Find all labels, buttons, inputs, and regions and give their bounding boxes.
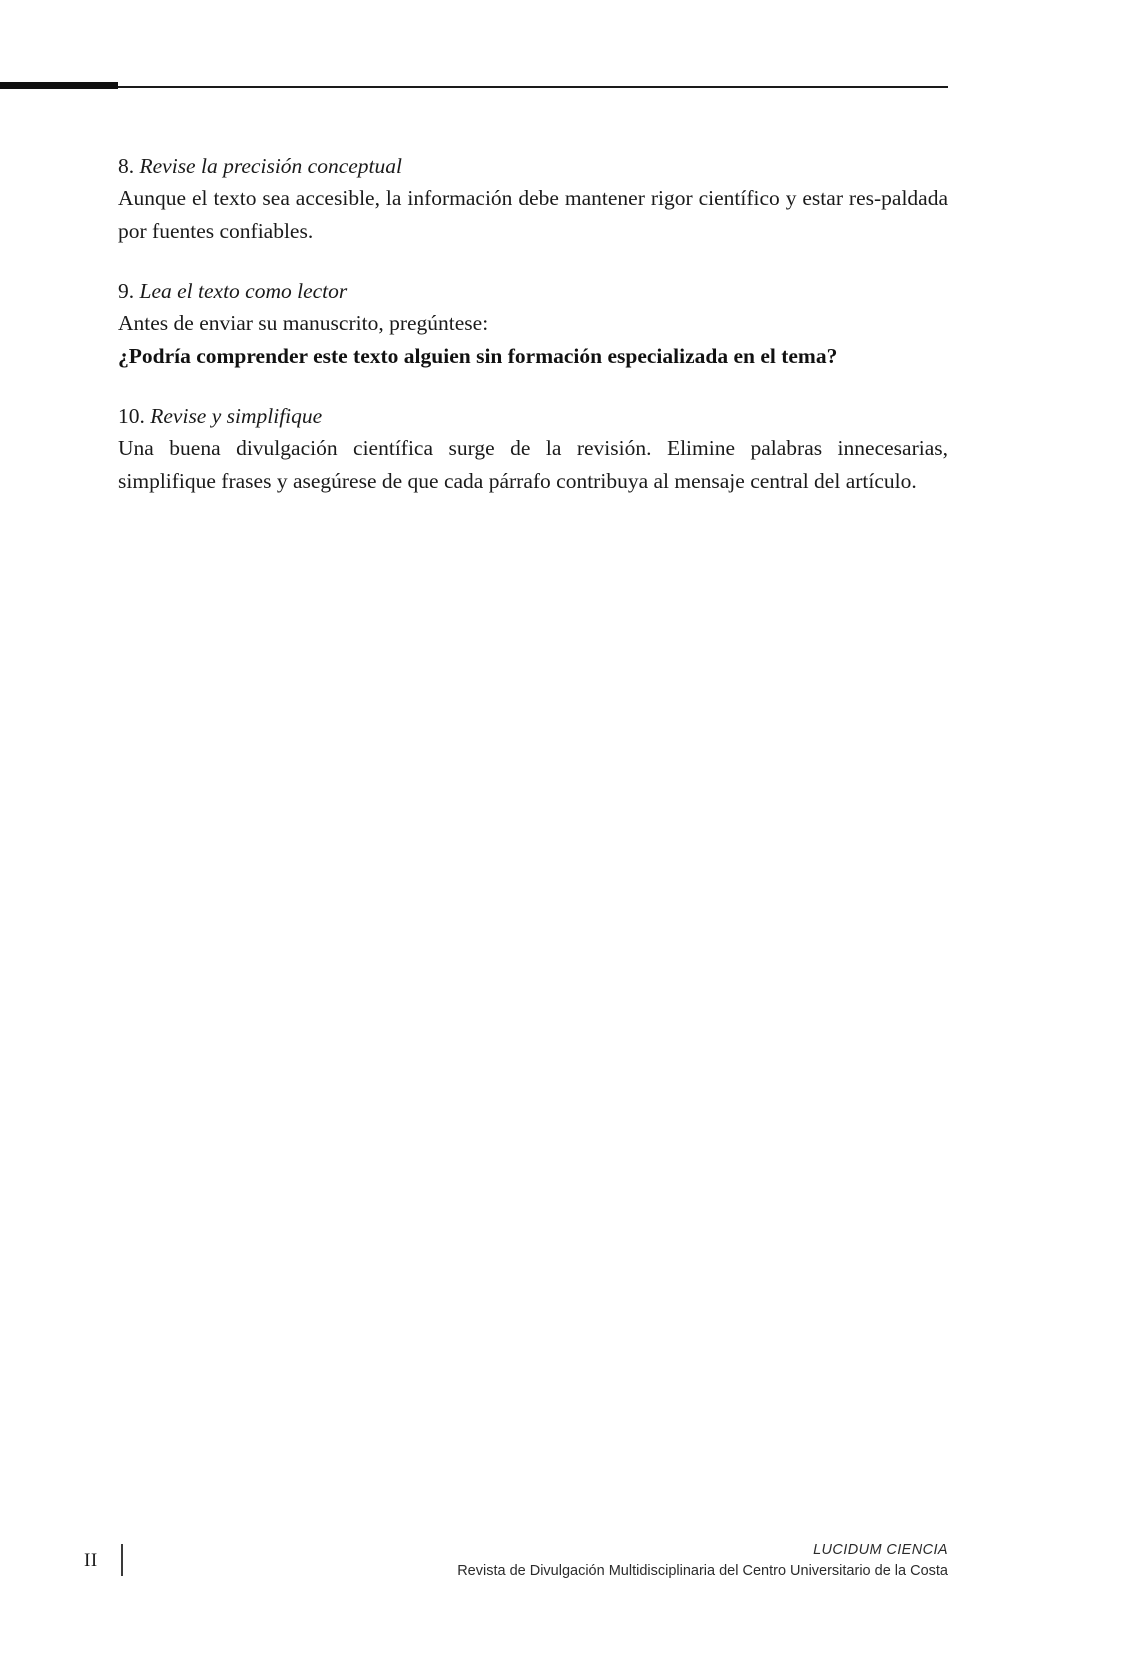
page-content [118,150,948,497]
section-9 [118,275,948,372]
footer-journal-info [248,1540,948,1582]
section-9-number: 9. [118,279,135,303]
footer-divider [121,1544,123,1576]
section-8-body: Aunque el texto sea accesible, la información debe mantener rigor científico y estar res-paldada por fuentes confiables. [118,186,948,243]
header-accent-block [0,82,118,89]
section-10-heading [118,400,948,432]
section-9-heading [118,275,948,307]
section-10-number: 10. [118,404,145,428]
page-footer [0,1514,1123,1654]
section-9-title: Lea el texto como lector [139,279,348,303]
section-10-body: Una buena divulgación científica surge de la revisión. Elimine palabras innecesarias, simplifique frases y asegúrese de que cada párrafo contribuya al mensaje central del artículo. [118,436,948,493]
journal-subtitle: Revista de Divulgación Multidisciplinaria del Centro Universitario de la Costa [457,1563,948,1579]
section-9-question: ¿Podría comprender este texto alguien sin formación especializada en el tema? [118,343,838,368]
section-8 [118,150,948,247]
section-9-body: Antes de enviar su manuscrito, pregúntese: [118,311,489,335]
section-10 [118,400,948,497]
header-thin-rule [0,86,948,88]
section-8-title: Revise la precisión conceptual [139,154,402,178]
page-header-rules [0,82,1123,92]
section-8-number: 8. [118,154,135,178]
section-10-title: Revise y simplifique [150,404,323,428]
journal-title: LUCIDUM CIENCIA [813,1542,948,1558]
page-number: II [84,1550,98,1571]
section-8-heading [118,150,948,182]
